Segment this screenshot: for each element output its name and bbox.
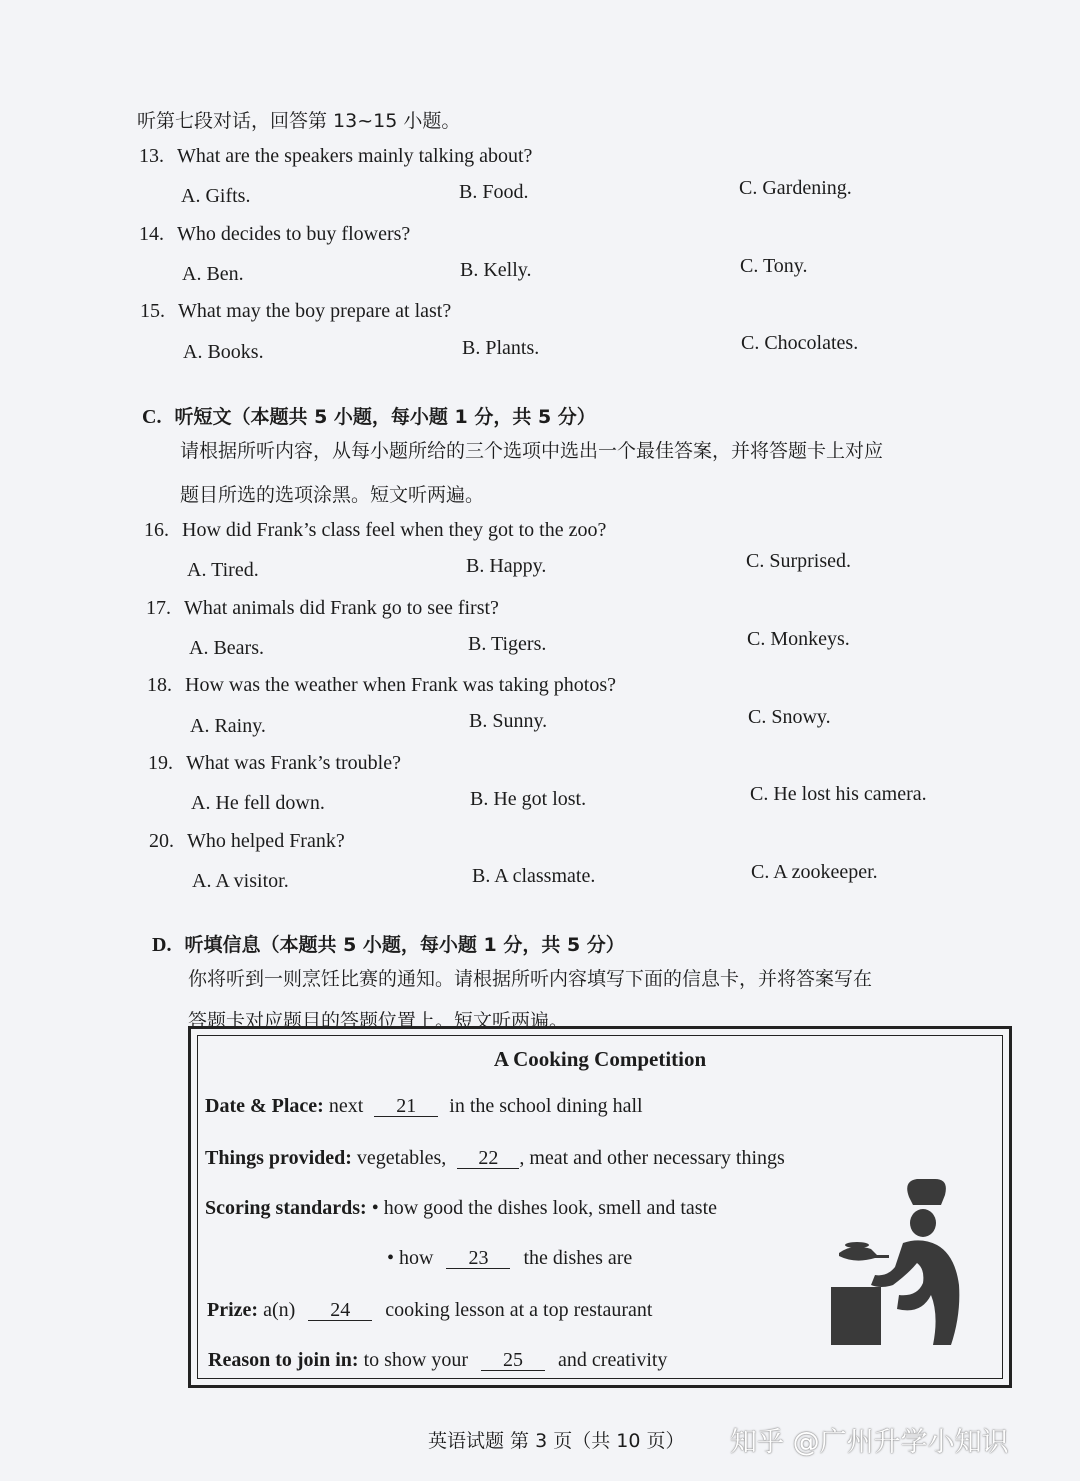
option-17-c: C. Monkeys. xyxy=(747,628,850,650)
section-d-instruction-2: 答题卡对应题目的答题位置上。短文听两遍。 xyxy=(188,1010,569,1032)
row-text: next xyxy=(328,1095,364,1117)
question-number: 17. xyxy=(146,597,171,619)
blank-22: 22 xyxy=(457,1148,519,1169)
row-text: • how xyxy=(387,1247,434,1269)
option-14-a: A. Ben. xyxy=(182,263,244,285)
section-d-heading xyxy=(152,930,625,957)
row-text: • how good the dishes look, smell and taste xyxy=(371,1197,717,1219)
zhihu-watermark: 知乎 @广州升学小知识 xyxy=(730,1427,1009,1458)
option-13-a: A. Gifts. xyxy=(181,185,251,207)
row-text: vegetables, xyxy=(356,1147,447,1169)
question-text: How was the weather when Frank was taking photos? xyxy=(185,674,617,696)
question-text: What animals did Frank go to see first? xyxy=(184,597,499,619)
row-text: a(n) xyxy=(263,1299,296,1321)
option-18-b: B. Sunny. xyxy=(469,710,548,732)
blank-21: 21 xyxy=(374,1096,438,1117)
question-text: What are the speakers mainly talking about? xyxy=(177,145,533,167)
question-15 xyxy=(140,300,451,323)
section-c-instruction-1: 请根据所听内容，从每小题所给的三个选项中选出一个最佳答案，并将答题卡上对应 xyxy=(180,440,884,462)
question-18 xyxy=(147,674,616,697)
option-17-a: A. Bears. xyxy=(189,637,264,659)
card-row-scoring-2 xyxy=(387,1247,632,1270)
question-number: 15. xyxy=(140,300,165,322)
row-label: Scoring standards: xyxy=(205,1197,367,1219)
section-title: 听填信息（本题共 5 小题，每小题 1 分，共 5 分） xyxy=(184,934,625,956)
question-text: What was Frank’s trouble? xyxy=(186,752,401,774)
question-13 xyxy=(139,145,532,168)
row-label: Reason to join in: xyxy=(208,1349,359,1371)
section-c-instruction-2: 题目所选的选项涂黑。短文听两遍。 xyxy=(180,484,485,506)
question-17 xyxy=(146,597,499,620)
card-row-prize xyxy=(207,1299,652,1322)
option-17-b: B. Tigers. xyxy=(468,633,547,655)
question-number: 13. xyxy=(139,145,164,167)
question-number: 18. xyxy=(147,674,172,696)
option-15-b: B. Plants. xyxy=(462,337,540,359)
option-15-a: A. Books. xyxy=(183,341,264,363)
question-text: Who decides to buy flowers? xyxy=(177,223,411,245)
option-16-b: B. Happy. xyxy=(466,555,547,577)
row-text: cooking lesson at a top restaurant xyxy=(385,1299,653,1321)
row-text: and creativity xyxy=(558,1349,668,1371)
section-c-heading xyxy=(142,402,596,429)
option-19-c: C. He lost his camera. xyxy=(750,783,927,805)
question-number: 20. xyxy=(149,830,174,852)
row-text: in the school dining hall xyxy=(449,1095,643,1117)
option-16-c: C. Surprised. xyxy=(746,550,851,572)
blank-24: 24 xyxy=(308,1300,372,1321)
section-letter: D. xyxy=(152,934,172,956)
question-number: 19. xyxy=(148,752,173,774)
question-14 xyxy=(139,223,410,246)
option-13-c: C. Gardening. xyxy=(739,177,852,199)
question-16 xyxy=(144,519,606,542)
question-19 xyxy=(148,752,401,775)
section-title: 听短文（本题共 5 小题，每小题 1 分，共 5 分） xyxy=(174,406,596,428)
option-19-a: A. He fell down. xyxy=(191,792,325,814)
question-number: 16. xyxy=(144,519,169,541)
option-13-b: B. Food. xyxy=(459,181,529,203)
row-text: , meat and other necessary things xyxy=(519,1147,785,1169)
option-19-b: B. He got lost. xyxy=(470,788,587,810)
info-card-title: A Cooking Competition xyxy=(493,1047,707,1071)
question-number: 14. xyxy=(139,223,164,245)
blank-25: 25 xyxy=(481,1350,545,1371)
option-14-b: B. Kelly. xyxy=(460,259,532,281)
question-text: Who helped Frank? xyxy=(187,830,345,852)
section-d-instruction-1: 你将听到一则烹饪比赛的通知。请根据所听内容填写下面的信息卡，并将答案写在 xyxy=(188,968,873,990)
row-label: Things provided: xyxy=(205,1147,352,1169)
option-18-c: C. Snowy. xyxy=(748,706,831,728)
info-card xyxy=(188,1026,1012,1388)
card-row-reason xyxy=(208,1349,667,1372)
page-footer: 英语试题 第 3 页（共 10 页） xyxy=(428,1430,685,1452)
option-20-a: A. A visitor. xyxy=(192,870,289,892)
card-row-date xyxy=(205,1095,643,1118)
section-letter: C. xyxy=(142,406,162,428)
row-text: to show your xyxy=(363,1349,469,1371)
option-18-a: A. Rainy. xyxy=(190,715,266,737)
question-text: How did Frank’s class feel when they got to the zoo? xyxy=(182,519,607,541)
row-label: Date & Place: xyxy=(205,1095,324,1117)
blank-23: 23 xyxy=(446,1248,510,1269)
question-text: What may the boy prepare at last? xyxy=(178,300,452,322)
card-row-things xyxy=(205,1147,785,1170)
option-15-c: C. Chocolates. xyxy=(741,332,859,354)
row-text: the dishes are xyxy=(523,1247,633,1269)
card-row-scoring xyxy=(205,1197,717,1220)
option-16-a: A. Tired. xyxy=(187,559,259,581)
chef-cooking-icon xyxy=(831,1179,971,1349)
question-20 xyxy=(149,830,345,853)
option-20-c: C. A zookeeper. xyxy=(751,861,878,883)
option-20-b: B. A classmate. xyxy=(472,865,596,887)
b7-intro: 听第七段对话，回答第 13~15 小题。 xyxy=(137,110,461,132)
row-label: Prize: xyxy=(207,1299,259,1321)
option-14-c: C. Tony. xyxy=(740,255,808,277)
